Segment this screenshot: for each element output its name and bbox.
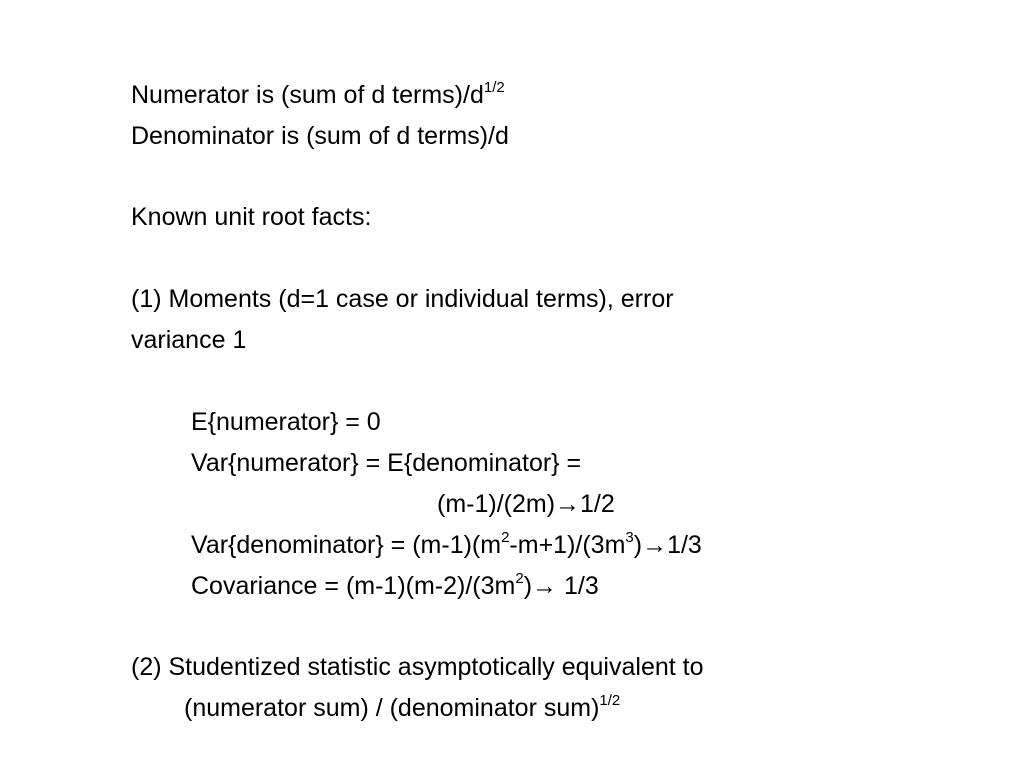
var-denominator-limit: 1/3 xyxy=(667,531,702,559)
var-denominator-part-b: -m+1)/(3m xyxy=(509,531,626,559)
item2-line2 xyxy=(184,693,620,723)
right-arrow-icon: → xyxy=(555,490,581,518)
var-denominator-exponent-2: 3 xyxy=(625,528,634,546)
numerator-text: Numerator is (sum of d terms)/d xyxy=(131,81,484,109)
right-arrow-icon: → xyxy=(532,572,558,600)
var-numerator-expr: (m-1)/(2m) xyxy=(437,490,556,518)
var-denominator xyxy=(191,530,702,560)
denominator-definition: Denominator is (sum of d terms)/d xyxy=(131,122,509,150)
numerator-definition xyxy=(131,80,505,110)
right-arrow-icon: → xyxy=(642,531,668,559)
var-denominator-part-a: Var{denominator} = (m-1)(m xyxy=(191,531,502,559)
item1-line2: variance 1 xyxy=(131,326,247,354)
item2-exponent: 1/2 xyxy=(599,691,621,709)
covariance-exponent: 2 xyxy=(515,569,524,587)
numerator-exponent: 1/2 xyxy=(483,78,505,96)
var-numerator: Var{numerator} = E{denominator} = xyxy=(191,449,582,477)
item1-line1: (1) Moments (d=1 case or individual terms), error xyxy=(131,285,674,313)
item2-line1: (2) Studentized statistic asymptotically equivalent to xyxy=(131,653,704,681)
var-denominator-part-c: ) xyxy=(633,531,643,559)
item2-line2-text: (numerator sum) / (denominator sum) xyxy=(184,694,600,722)
covariance xyxy=(191,571,599,601)
var-numerator-limit: 1/2 xyxy=(580,490,615,518)
var-denominator-exponent-1: 2 xyxy=(501,528,510,546)
var-numerator-continuation xyxy=(437,489,615,519)
covariance-part-a: Covariance = (m-1)(m-2)/(3m xyxy=(191,572,516,600)
known-facts-heading: Known unit root facts: xyxy=(131,203,372,231)
expected-numerator: E{numerator} = 0 xyxy=(191,408,381,436)
covariance-part-b: ) xyxy=(523,572,533,600)
covariance-limit: 1/3 xyxy=(557,572,599,600)
